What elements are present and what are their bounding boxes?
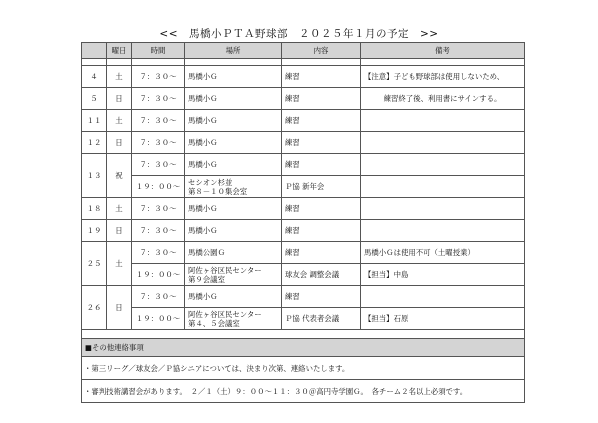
table-row xyxy=(82,176,525,198)
note-item-1: ・第三リーグ／球友会／Ｐ協シニアについては、決まり次第、連絡いたします。 xyxy=(82,357,525,380)
day-cell: ２６ xyxy=(82,286,107,330)
notes-heading: ■その他連絡事項 xyxy=(82,339,525,357)
weekday-cell: 土 xyxy=(107,198,132,220)
time-cell: ７：３０～ xyxy=(132,132,185,154)
table-row xyxy=(82,220,525,242)
header-weekday: 曜日 xyxy=(107,43,132,59)
content-cell: Ｐ協 代表者会議 xyxy=(282,308,361,330)
place-cell: セシオン杉並 第８－１０集会室 xyxy=(185,176,282,198)
content-cell: 練習 xyxy=(282,286,361,308)
content-cell: 練習 xyxy=(282,110,361,132)
time-cell: ７：３０～ xyxy=(132,242,185,264)
content-cell: 練習 xyxy=(282,132,361,154)
time-cell: ７：３０～ xyxy=(132,198,185,220)
header-time: 時間 xyxy=(132,43,185,59)
time-cell: １９：００～ xyxy=(132,176,185,198)
schedule-table xyxy=(81,42,525,403)
header-day xyxy=(82,43,107,59)
time-cell: ７：３０～ xyxy=(132,66,185,88)
table-row xyxy=(82,286,525,308)
day-cell: ５ xyxy=(82,88,107,110)
day-cell: ４ xyxy=(82,66,107,88)
day-cell: １１ xyxy=(82,110,107,132)
place-cell: 馬橋小Ｇ xyxy=(185,220,282,242)
place-cell: 阿佐ヶ谷区民センター 第９会議室 xyxy=(185,264,282,286)
table-row xyxy=(82,264,525,286)
weekday-cell: 土 xyxy=(107,66,132,88)
note-cell xyxy=(361,198,525,220)
place-cell: 馬橋小Ｇ xyxy=(185,132,282,154)
time-cell: ７：３０～ xyxy=(132,110,185,132)
time-cell: ７：３０～ xyxy=(132,154,185,176)
content-cell: 練習 xyxy=(282,66,361,88)
content-cell: 練習 xyxy=(282,154,361,176)
day-cell: ２５ xyxy=(82,242,107,286)
table-row xyxy=(82,242,525,264)
place-cell: 馬橋小Ｇ xyxy=(185,88,282,110)
place-cell: 馬橋小Ｇ xyxy=(185,66,282,88)
place-cell: 馬橋小Ｇ xyxy=(185,110,282,132)
table-row xyxy=(82,198,525,220)
content-cell: 球友会 調整会議 xyxy=(282,264,361,286)
place-cell: 馬橋公園Ｇ xyxy=(185,242,282,264)
note-cell: 【注意】子ども野球部は使用しないため、 xyxy=(361,66,525,88)
day-cell: １９ xyxy=(82,220,107,242)
content-cell: 練習 xyxy=(282,88,361,110)
weekday-cell: 日 xyxy=(107,88,132,110)
table-row xyxy=(82,88,525,110)
place-cell: 馬橋小Ｇ xyxy=(185,198,282,220)
weekday-cell: 日 xyxy=(107,286,132,330)
note-cell: 【担当】中島 xyxy=(361,264,525,286)
day-cell: １２ xyxy=(82,132,107,154)
place-cell: 阿佐ヶ谷区民センター 第４、５会議室 xyxy=(185,308,282,330)
time-cell: １９：００～ xyxy=(132,308,185,330)
content-cell: Ｐ協 新年会 xyxy=(282,176,361,198)
time-cell: ７：３０～ xyxy=(132,220,185,242)
weekday-cell: 日 xyxy=(107,220,132,242)
weekday-cell: 土 xyxy=(107,242,132,286)
time-cell: ７：３０～ xyxy=(132,88,185,110)
note-cell xyxy=(361,132,525,154)
content-cell: 練習 xyxy=(282,220,361,242)
notes-heading-row xyxy=(82,339,525,357)
header-content: 内容 xyxy=(282,43,361,59)
header-place: 場所 xyxy=(185,43,282,59)
note-cell xyxy=(361,154,525,176)
page-title: << 馬橋小ＰＴＡ野球部 ２０２５年１月の予定 >> xyxy=(159,28,439,40)
place-cell: 馬橋小Ｇ xyxy=(185,154,282,176)
place-cell: 馬橋小Ｇ xyxy=(185,286,282,308)
day-cell: １３ xyxy=(82,154,107,198)
time-cell: ７：３０～ xyxy=(132,286,185,308)
note-cell: 馬橋小Ｇは使用不可（土曜授業） xyxy=(361,242,525,264)
content-cell: 練習 xyxy=(282,198,361,220)
table-row xyxy=(82,308,525,330)
table-row xyxy=(82,154,525,176)
note-item-2: ・審判技術講習会があります。 ２／１（土）９：００～１１：３０＠高円寺学園Ｇ。 各チーム２名以上必須です。 xyxy=(82,380,525,403)
time-cell: １９：００～ xyxy=(132,264,185,286)
note-cell xyxy=(361,176,525,198)
table-header-row xyxy=(82,43,525,59)
table-row xyxy=(82,110,525,132)
table-row xyxy=(82,132,525,154)
note-cell xyxy=(361,286,525,308)
note-row xyxy=(82,380,525,403)
note-cell xyxy=(361,110,525,132)
weekday-cell: 土 xyxy=(107,110,132,132)
note-cell xyxy=(361,220,525,242)
weekday-cell: 祝 xyxy=(107,154,132,198)
weekday-cell: 日 xyxy=(107,132,132,154)
notes-gap-row xyxy=(82,330,525,339)
spacer-row xyxy=(82,59,525,66)
header-note: 備考 xyxy=(361,43,525,59)
note-row xyxy=(82,357,525,380)
day-cell: １８ xyxy=(82,198,107,220)
content-cell: 練習 xyxy=(282,242,361,264)
note-cell: 練習終了後、利用書にサインする。 xyxy=(361,88,525,110)
table-row xyxy=(82,66,525,88)
note-cell: 【担当】石原 xyxy=(361,308,525,330)
